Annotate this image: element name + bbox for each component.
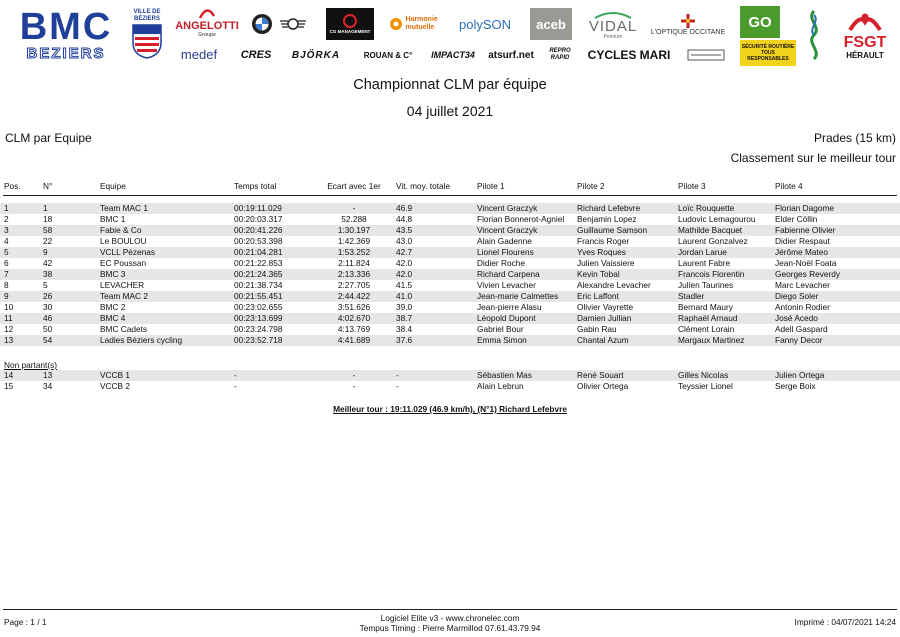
- bmw-roundel-icon: [251, 13, 273, 35]
- angelotti-logo: [174, 8, 240, 38]
- bjorka-logo-text: BJÖRKA: [291, 49, 341, 61]
- cell-num: 38: [43, 269, 53, 279]
- cell-p3: Bernard Maury: [678, 302, 733, 312]
- cell-p1: Richard Carpena: [477, 269, 540, 279]
- header-pilot-1: Pilote 1: [477, 181, 505, 191]
- cell-p2: René Souart: [577, 370, 624, 380]
- cell-gap: 1:42.369: [337, 236, 371, 246]
- angelotti-logo-text: ANGELOTTI: [175, 20, 239, 32]
- cell-pos: 1: [4, 203, 9, 213]
- cell-num: 9: [43, 247, 48, 257]
- cell-p3: Margaux Martinez: [678, 335, 745, 345]
- cres-logo: [236, 46, 276, 64]
- timing-credit: Tempus Timing : Pierre Marmillod 07.61.43.79.94: [359, 623, 541, 633]
- harmonie-logo-text: Harmonie mutuelle: [405, 16, 438, 31]
- cell-num: 54: [43, 335, 53, 345]
- cell-p1: Gabriel Bour: [477, 324, 524, 334]
- cell-gap: 1:30.197: [337, 225, 371, 235]
- table-row: [0, 247, 900, 258]
- fsgt-logo-text: FSGT: [843, 33, 887, 51]
- cell-pos: 15: [4, 381, 14, 391]
- cell-p2: Julien Vaissiere: [577, 258, 635, 268]
- cycles-mari-logo-text: CYCLES MARI: [587, 48, 671, 62]
- vidal-logo: [586, 8, 640, 42]
- cell-speed: 41.5: [396, 280, 413, 290]
- polyson-logo: [456, 12, 514, 36]
- atsurf-logo: [484, 46, 538, 64]
- cell-p4: Serge Boix: [775, 381, 816, 391]
- cell-num: 34: [43, 381, 53, 391]
- optique-logo-text: L'OPTIQUE OCCITANE: [650, 28, 726, 36]
- impact34-logo: [428, 46, 478, 64]
- cell-pos: 4: [4, 236, 9, 246]
- table-row: [0, 291, 900, 302]
- cell-p4: Jérôme Mateo: [775, 247, 829, 257]
- cell-time: 00:19:11.029: [234, 203, 282, 213]
- region-emblem-logo: [800, 6, 828, 66]
- cell-p3: Stadler: [678, 291, 705, 301]
- cell-p3: Clément Lorain: [678, 324, 735, 334]
- header-speed: Vit. moy. totale: [396, 181, 451, 191]
- cell-p1: Lionel Flourens: [477, 247, 534, 257]
- securite-logo-text: SÉCURITÉ ROUTIÈRE TOUS RESPONSABLES: [741, 44, 795, 62]
- cell-num: 58: [43, 225, 53, 235]
- cell-time: 00:21:38.734: [234, 280, 283, 290]
- table-row: [0, 381, 900, 392]
- beziers-shield-icon: [131, 23, 163, 59]
- cell-speed: 37.6: [396, 335, 413, 345]
- cell-gap: 4:02.670: [337, 313, 371, 323]
- cell-team: Ladies Béziers cycling: [100, 335, 183, 345]
- cell-p2: Gabin Rau: [577, 324, 617, 334]
- cell-p1: Vincent Graczyk: [477, 225, 538, 235]
- software-credit: Logiciel Elite v3 - www.chronelec.com: [380, 613, 520, 623]
- cell-team: VCCB 1: [100, 370, 130, 380]
- harmonie-mutuelle-logo: [388, 10, 446, 38]
- cell-p1: Florian Bonnerot-Agniel: [477, 214, 565, 224]
- cell-gap: 52.288: [341, 214, 367, 224]
- best-lap: Meilleur tour : 19:11.029 (46.9 km/h), (N°1) Richard Lefebvre: [333, 404, 567, 414]
- cell-pos: 12: [4, 324, 14, 334]
- table-row: [0, 313, 900, 324]
- non-partants-title: Non partant(s): [4, 360, 58, 370]
- cell-time: 00:21:24.365: [234, 269, 283, 279]
- cell-gap: 2:44.422: [337, 291, 371, 301]
- cell-speed: 39.0: [396, 302, 413, 312]
- cres-logo-text: CRES: [240, 49, 272, 61]
- cell-p3: Ludovic Lemagourou: [678, 214, 756, 224]
- cell-time: 00:21:04.281: [234, 247, 283, 257]
- cell-p2: Yves Roques: [577, 247, 626, 257]
- cell-team: BMC 4: [100, 313, 126, 323]
- cell-pos: 7: [4, 269, 9, 279]
- header-num: N°: [43, 181, 53, 191]
- race-location: Prades (15 km): [813, 131, 896, 145]
- medef-logo-text: medef: [180, 46, 218, 62]
- header-divider: [3, 195, 897, 196]
- cell-time: 00:20:53.398: [234, 236, 283, 246]
- cell-p1: Jean-pierre Alasu: [477, 302, 542, 312]
- cell-p3: Laurent Gonzalvez: [678, 236, 748, 246]
- cell-gap: -: [352, 381, 356, 391]
- cell-speed: 41.0: [396, 291, 413, 301]
- cell-speed: 42.0: [396, 269, 413, 279]
- cell-time: 00:21:22.853: [234, 258, 283, 268]
- cell-p4: José Acedo: [775, 313, 818, 323]
- aceb-logo: [530, 8, 572, 40]
- cell-p3: Loïc Rouquette: [678, 203, 735, 213]
- aceb-logo-text: aceb: [536, 16, 566, 32]
- cell-speed: 43.5: [396, 225, 413, 235]
- cell-p2: Chantal Azum: [577, 335, 629, 345]
- cell-time: -: [234, 370, 237, 380]
- cell-p1: Emma Simon: [477, 335, 527, 345]
- cell-p3: Gilles Nicolas: [678, 370, 729, 380]
- securite-routiere-logo: [740, 40, 796, 66]
- angelotti-sub-text: Groupe: [198, 32, 216, 38]
- cell-speed: 46.9: [396, 203, 413, 213]
- header-team: Equipe: [100, 181, 126, 191]
- repro-logo-text: REPRO RAPID: [549, 48, 571, 61]
- vidal-sub-text: Peinture: [603, 33, 623, 40]
- cell-p1: Didier Roche: [477, 258, 525, 268]
- cell-time: 00:21:55.451: [234, 291, 283, 301]
- cell-team: VCLL Pézenas: [100, 247, 156, 257]
- cg-circle-icon: [342, 13, 358, 29]
- event-date: 04 juillet 2021: [406, 103, 494, 119]
- cell-num: 50: [43, 324, 53, 334]
- cell-p1: Alain Lebrun: [477, 381, 524, 391]
- region-emblem-icon: [801, 7, 827, 65]
- cell-team: BMC 3: [100, 269, 126, 279]
- occitan-cross-icon: [680, 13, 696, 29]
- cell-p4: Didier Respaut: [775, 236, 830, 246]
- rouan-logo-text: ROUAN & C°: [363, 50, 413, 60]
- repro-rapid-logo: [542, 46, 578, 64]
- cell-num: 46: [43, 313, 53, 323]
- cell-speed: 44.8: [396, 214, 413, 224]
- cell-gap: 2:11.824: [338, 258, 370, 268]
- page-number: Page : 1 / 1: [4, 617, 47, 627]
- go-sport-logo: [740, 6, 780, 38]
- cell-gap: 1:53.252: [337, 247, 371, 257]
- cell-speed: 42.0: [396, 258, 413, 268]
- cell-team: LEVACHER: [100, 280, 145, 290]
- cell-team: Le BOULOU: [100, 236, 147, 246]
- table-row: [0, 302, 900, 313]
- cell-p2: Francis Roger: [577, 236, 630, 246]
- cell-p4: Georges Reverdy: [775, 269, 841, 279]
- sponsor-banner: [0, 0, 900, 70]
- cell-pos: 6: [4, 258, 9, 268]
- vidal-logo-text: VIDAL: [588, 17, 638, 35]
- ville-logo-text: VILLE DE BÉZIERS: [133, 9, 161, 22]
- angelotti-swirl-icon: [198, 8, 216, 20]
- cell-p3: Laurent Fabre: [678, 258, 731, 268]
- cell-pos: 10: [4, 302, 14, 312]
- cell-gap: 2:13.336: [337, 269, 371, 279]
- table-row: [0, 280, 900, 291]
- cell-p4: Elder Cöllin: [775, 214, 818, 224]
- cell-num: 30: [43, 302, 53, 312]
- cg-management-logo: [326, 8, 374, 40]
- atsurf-logo-text: atsurf.net: [488, 49, 534, 61]
- cell-speed: -: [396, 381, 399, 391]
- cell-p3: Teyssier Lionel: [678, 381, 733, 391]
- header-time: Temps total: [234, 181, 277, 191]
- mini-wings-icon: [279, 17, 307, 31]
- cell-team: EC Poussan: [100, 258, 147, 268]
- cell-p2: Olivier Vayrette: [577, 302, 634, 312]
- cell-p4: Julien Ortega: [775, 370, 825, 380]
- cell-time: 00:23:02.655: [234, 302, 283, 312]
- medef-logo: [170, 44, 228, 64]
- cell-time: 00:20:03.317: [234, 214, 283, 224]
- cell-p4: Fanny Decor: [775, 335, 823, 345]
- table-row: [0, 370, 900, 381]
- impact34-logo-text: IMPACT34: [431, 50, 475, 60]
- cell-gap: 3:51.626: [337, 302, 371, 312]
- cell-p1: Léopold Dupont: [477, 313, 536, 323]
- race-category: CLM par Equipe: [5, 131, 92, 145]
- cell-p3: Francois Florentin: [678, 269, 745, 279]
- cell-num: 22: [43, 236, 53, 246]
- cycles-mari-logo: [584, 46, 674, 64]
- polyson-logo-text: polySON: [458, 16, 512, 32]
- bmw-mini-logo: [246, 7, 312, 41]
- cell-p2: Kevin Tobal: [577, 269, 620, 279]
- cell-num: 5: [43, 280, 48, 290]
- cell-p3: Mathilde Bacquet: [678, 225, 743, 235]
- herault-logo-text: HÉRAULT: [846, 50, 884, 60]
- cell-team: Team MAC 1: [100, 203, 148, 213]
- cell-p3: Jordan Larue: [678, 247, 727, 257]
- table-row: [0, 203, 900, 214]
- cell-gap: -: [352, 370, 356, 380]
- cell-p3: Julien Taurines: [678, 280, 734, 290]
- cell-p1: Vivien Levacher: [477, 280, 536, 290]
- cell-gap: 2:27.705: [337, 280, 371, 290]
- bjorka-logo: [286, 46, 346, 64]
- cell-num: 42: [43, 258, 53, 268]
- cell-pos: 9: [4, 291, 9, 301]
- cell-team: Fabie & Co: [100, 225, 142, 235]
- cell-speed: 38.4: [396, 324, 413, 334]
- cell-speed: 38.7: [396, 313, 413, 323]
- cell-p2: Alexandre Levacher: [577, 280, 651, 290]
- table-row: [0, 335, 900, 346]
- optique-occitane-logo: [648, 8, 728, 40]
- cell-p1: Jean-marie Calmettes: [477, 291, 559, 301]
- cell-p2: Benjamin Lopez: [577, 214, 637, 224]
- table-row: [0, 269, 900, 280]
- cell-p1: Alain Gadenne: [477, 236, 532, 246]
- cell-p4: Florian Dagome: [775, 203, 835, 213]
- ville-beziers-logo: [128, 6, 166, 62]
- bmc-logo-text: BMC: [19, 6, 113, 48]
- cell-pos: 13: [4, 335, 14, 345]
- cell-num: 13: [43, 370, 53, 380]
- cell-p4: Fabienne Olivier: [775, 225, 836, 235]
- cell-team: VCCB 2: [100, 381, 130, 391]
- cell-time: 00:23:52.718: [234, 335, 283, 345]
- cell-p4: Jean-Noël Foata: [775, 258, 837, 268]
- cg-logo-text: CG MANAGEMENT: [329, 29, 371, 34]
- rouan-logo: [356, 46, 420, 64]
- cell-speed: -: [396, 370, 399, 380]
- table-row: [0, 214, 900, 225]
- cell-p2: Olivier Ortega: [577, 381, 629, 391]
- results-header: [0, 181, 900, 193]
- cell-speed: 42.7: [396, 247, 413, 257]
- print-timestamp: Imprimé : 04/07/2021 14:24: [794, 617, 896, 627]
- cell-speed: 43.0: [396, 236, 413, 246]
- cell-team: Team MAC 2: [100, 291, 148, 301]
- harmonie-flower-icon: [389, 17, 403, 31]
- cell-team: BMC 1: [100, 214, 126, 224]
- cell-pos: 2: [4, 214, 9, 224]
- cell-p4: Diego Soler: [775, 291, 819, 301]
- cell-time: -: [234, 381, 237, 391]
- header-pilot-4: Pilote 4: [775, 181, 803, 191]
- cell-p1: Sébastien Mas: [477, 370, 532, 380]
- cell-pos: 11: [4, 313, 13, 323]
- cell-time: 00:23:24.798: [234, 324, 283, 334]
- cell-p3: Raphaël Arnaud: [678, 313, 738, 323]
- cell-team: BMC 2: [100, 302, 126, 312]
- cell-pos: 5: [4, 247, 9, 257]
- footer-divider: [3, 609, 897, 610]
- fsgt-figure-icon: [840, 12, 890, 34]
- bmc-beziers-logo: [14, 6, 118, 62]
- cell-time: 00:20:41.226: [234, 225, 283, 235]
- ranking-type: Classement sur le meilleur tour: [730, 151, 896, 165]
- go-logo-text: GO: [748, 13, 772, 31]
- cell-p4: Adell Gaspard: [775, 324, 828, 334]
- cell-p1: Vincent Graczyk: [477, 203, 538, 213]
- cell-num: 1: [43, 203, 48, 213]
- cell-num: 26: [43, 291, 53, 301]
- fsgt-herault-logo: [834, 6, 896, 66]
- cell-pos: 8: [4, 280, 9, 290]
- small-badge-icon: [687, 47, 725, 63]
- page-title: Championnat CLM par équipe: [353, 77, 547, 93]
- cell-p4: Marc Levacher: [775, 280, 830, 290]
- cell-pos: 14: [4, 370, 14, 380]
- header-gap: Ecart avec 1er: [327, 181, 381, 191]
- cell-p2: Guillaume Samson: [577, 225, 648, 235]
- table-row: [0, 236, 900, 247]
- cell-p2: Richard Lefebvre: [577, 203, 641, 213]
- small-sponsor-badge: [686, 46, 726, 64]
- header-pilot-2: Pilote 2: [577, 181, 605, 191]
- header-pilot-3: Pilote 3: [678, 181, 706, 191]
- table-row: [0, 258, 900, 269]
- cell-p2: Eric Laffont: [577, 291, 619, 301]
- cell-time: 00:23:13.699: [234, 313, 283, 323]
- table-row: [0, 324, 900, 335]
- cell-gap: 4:13.769: [337, 324, 371, 334]
- cell-team: BMC Cadets: [100, 324, 148, 334]
- cell-pos: 3: [4, 225, 9, 235]
- header-pos: Pos.: [4, 181, 21, 191]
- cell-gap: -: [352, 203, 356, 213]
- table-row: [0, 225, 900, 236]
- cell-p2: Damien Jullian: [577, 313, 632, 323]
- beziers-logo-text: BEZIERS: [26, 44, 106, 62]
- cell-gap: 4:41.689: [337, 335, 371, 345]
- cell-num: 18: [43, 214, 53, 224]
- cell-p4: Antonin Rodier: [775, 302, 830, 312]
